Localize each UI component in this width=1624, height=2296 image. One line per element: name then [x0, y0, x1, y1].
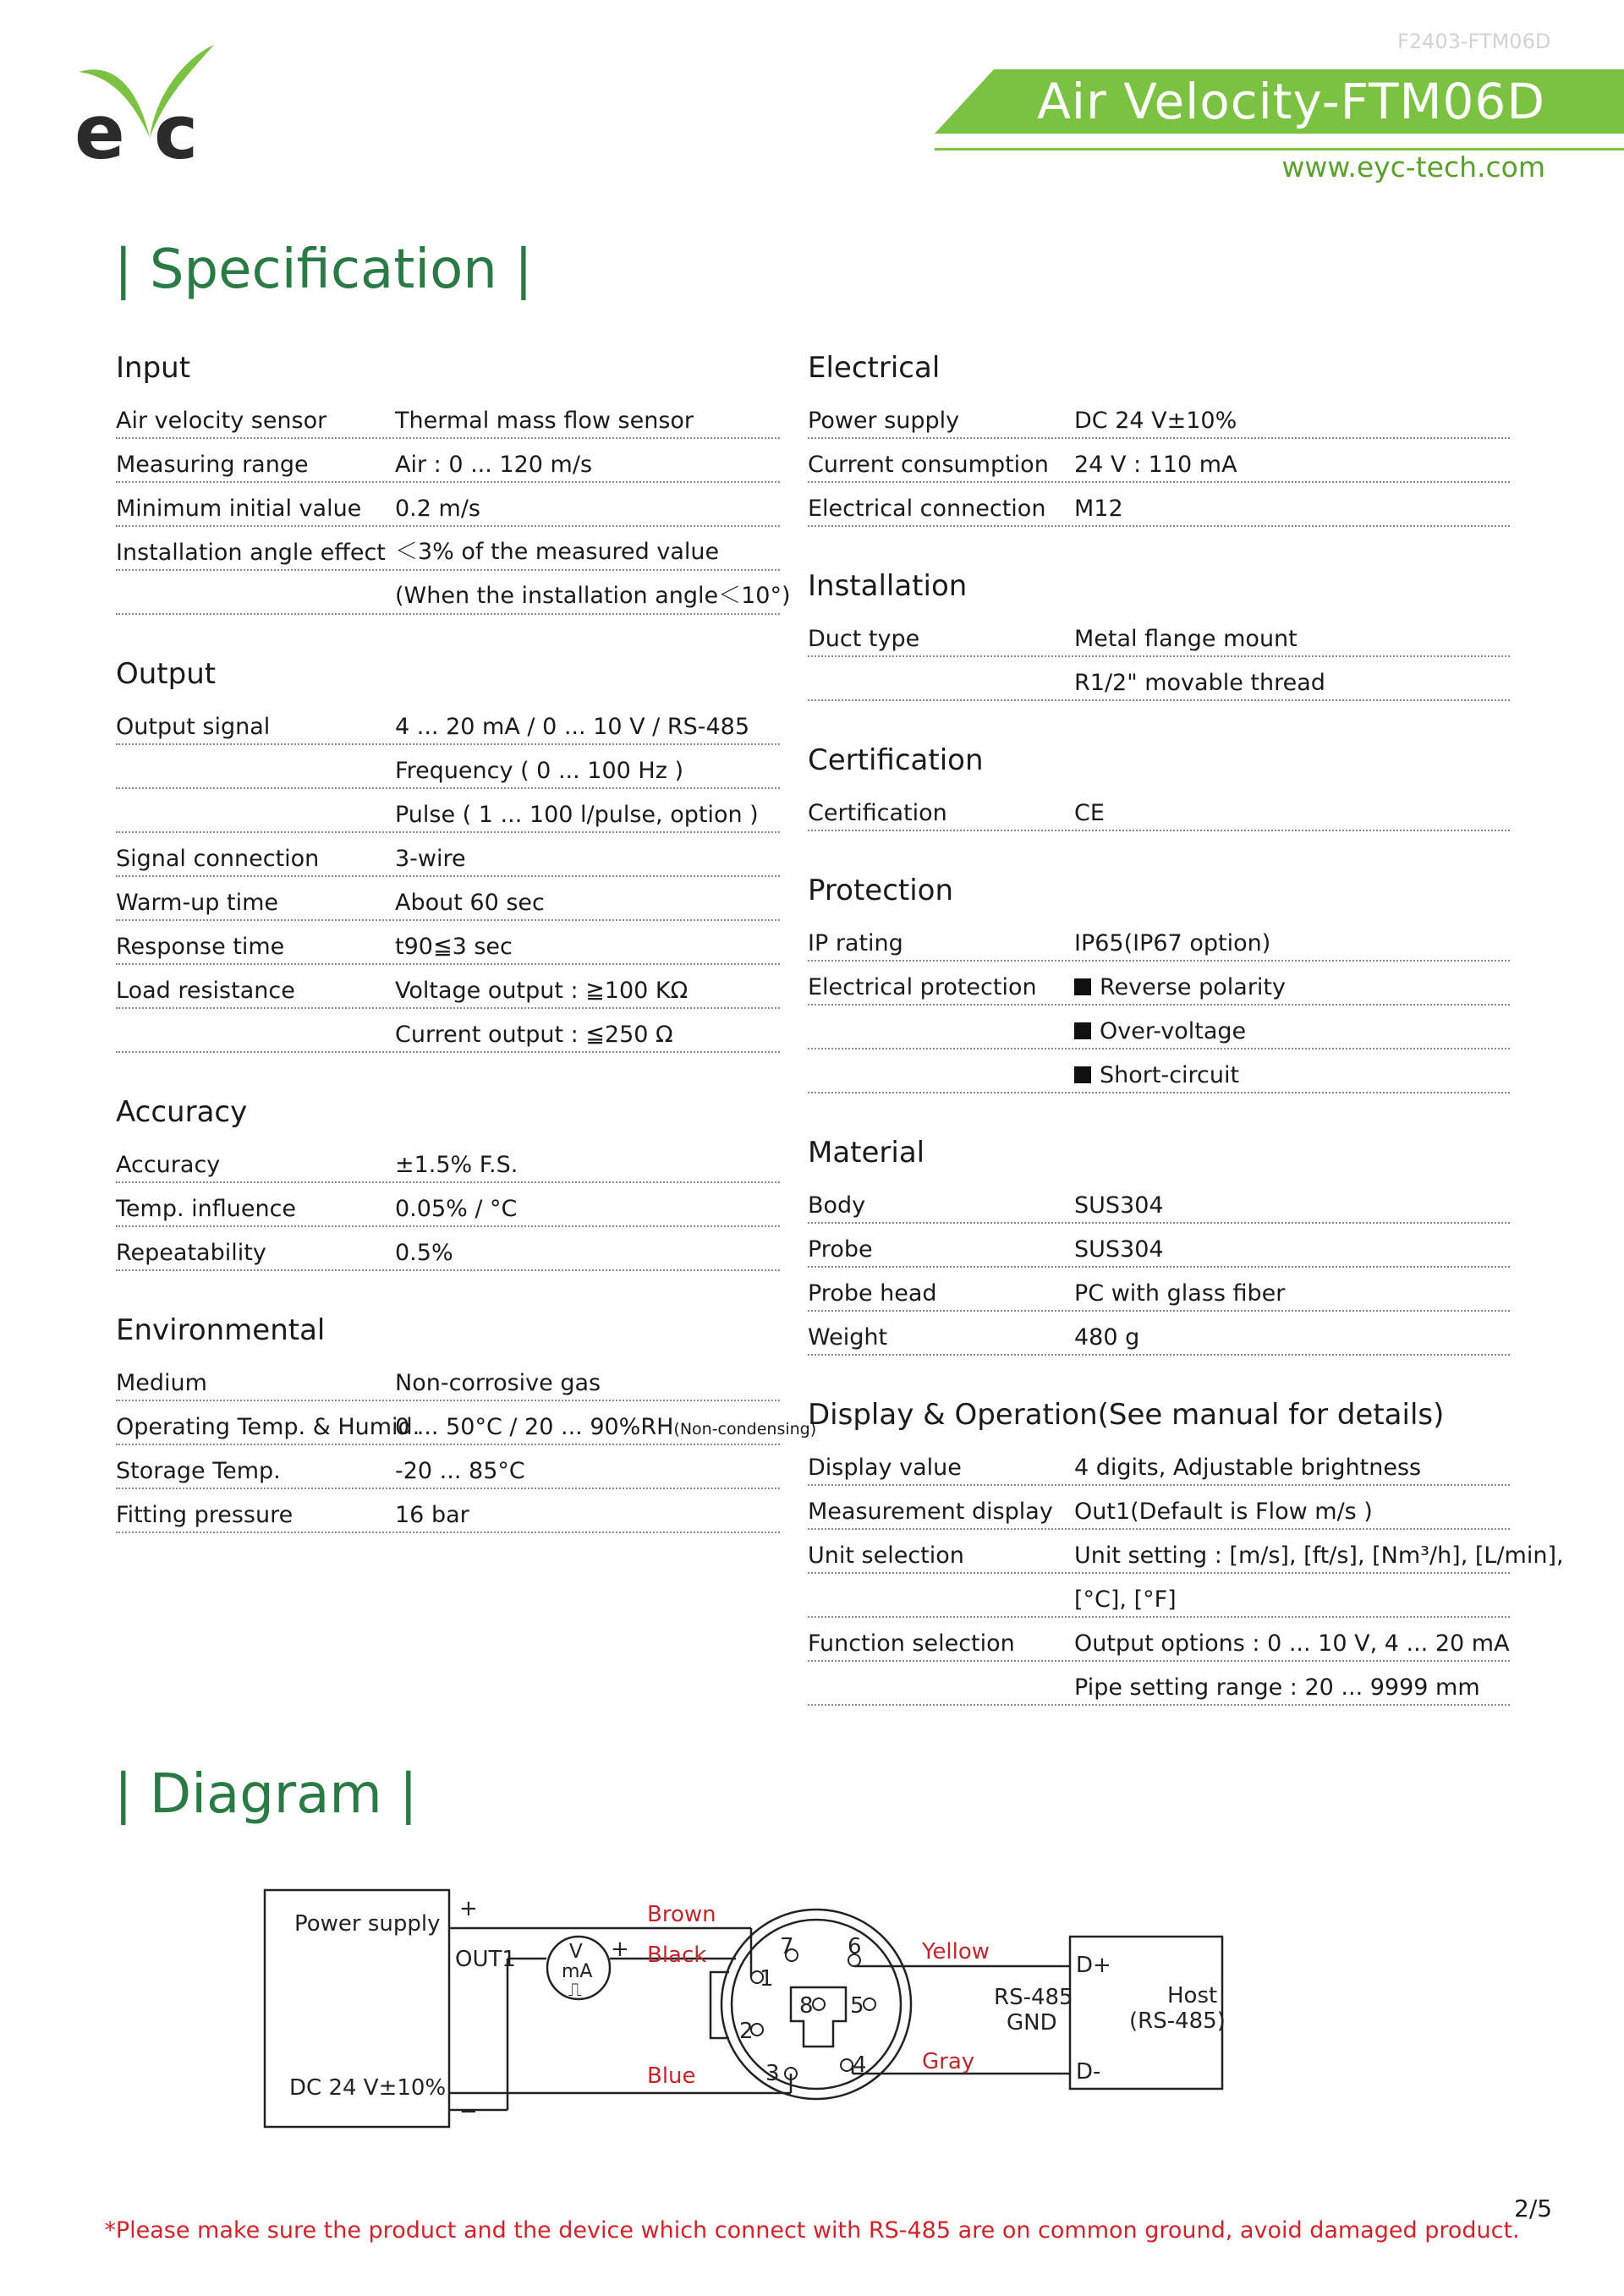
spec-value: [1074, 452, 1237, 478]
spec-value-text: Out1(Default is Flow m/s ): [1074, 1499, 1373, 1525]
spec-value: [395, 714, 749, 740]
spec-row: [808, 481, 1510, 527]
pin-7: 7: [780, 1934, 794, 1959]
spec-row: [808, 960, 1510, 1006]
spec-row: [116, 1181, 780, 1227]
spec-value-text: [°C], [°F]: [1074, 1586, 1177, 1613]
spec-row: [116, 919, 780, 965]
out1-label: OUT1: [455, 1947, 516, 1972]
wiring-diagram: [0, 1877, 1624, 2148]
host-sub-label: (RS-485): [1129, 2008, 1226, 2034]
spec-label: Operating Temp. & Humid.: [116, 1414, 420, 1440]
pin-8: 8: [799, 1993, 814, 2019]
spec-value-text: Metal flange mount: [1074, 626, 1298, 652]
spec-value: [1074, 408, 1237, 434]
spec-row: [116, 1444, 780, 1489]
bullet-square-icon: [1074, 1066, 1091, 1083]
spec-value: [1074, 1062, 1239, 1088]
spec-value: [395, 934, 513, 960]
pin-1: 1: [760, 1966, 774, 1992]
bullet-square-icon: [1074, 1022, 1091, 1039]
spec-label: Power supply: [808, 408, 960, 434]
spec-value: [395, 533, 719, 566]
host-label: Host: [1167, 1983, 1218, 2008]
spec-value: [1074, 1280, 1285, 1307]
spec-row: [116, 1356, 780, 1401]
group-title-material: Material: [808, 1136, 925, 1170]
meter-plus-symbol: +: [611, 1937, 629, 1962]
spec-row: [808, 1004, 1510, 1049]
spec-value: [1074, 1018, 1246, 1044]
spec-label: Certification: [808, 800, 947, 826]
group-title-output: Output: [116, 657, 217, 691]
document-code: F2403-FTM06D: [1397, 30, 1551, 53]
spec-value: [395, 408, 694, 434]
spec-value: [395, 1414, 816, 1440]
spec-row: [808, 1572, 1510, 1618]
spec-value: [395, 802, 759, 828]
eyc-logo: [72, 38, 220, 169]
spec-value-text: 4 ... 20 mA / 0 ... 10 V / RS-485: [395, 714, 750, 740]
spec-row: [116, 393, 780, 439]
wire-gray-label: Gray: [922, 2049, 975, 2074]
spec-row: [116, 875, 780, 921]
spec-label: Minimum initial value: [116, 496, 362, 522]
spec-label: Response time: [116, 934, 285, 960]
spec-value-text: Thermal mass flow sensor: [395, 408, 694, 434]
spec-row: [116, 1137, 780, 1183]
spec-row: [116, 699, 780, 745]
spec-label: Probe head: [808, 1280, 937, 1307]
group-title-input: Input: [116, 351, 191, 385]
spec-value-text: Voltage output : ≧100 KΩ: [395, 978, 689, 1004]
spec-label: Probe: [808, 1236, 873, 1263]
page-number: 2/5: [1514, 2195, 1553, 2222]
bullet-square-icon: [1074, 978, 1091, 995]
spec-label: Measurement display: [808, 1499, 1053, 1525]
meter-ma-label: mA: [562, 1961, 593, 1982]
diagram-heading: | Diagram |: [114, 1763, 418, 1826]
spec-label: Weight: [808, 1324, 888, 1351]
spec-value-text: -20 ... 85°C: [395, 1458, 525, 1484]
spec-value-text: Reverse polarity: [1100, 974, 1286, 1000]
spec-label: Unit selection: [808, 1543, 964, 1569]
spec-row: [808, 1178, 1510, 1224]
spec-value-text: Frequency ( 0 ... 100 Hz ): [395, 758, 683, 784]
spec-value-text: 0.2 m/s: [395, 496, 480, 522]
spec-value: [395, 890, 545, 916]
spec-value: [1074, 1236, 1164, 1263]
spec-value-text: 4 digits, Adjustable brightness: [1074, 1455, 1422, 1481]
spec-label: Medium: [116, 1370, 207, 1396]
spec-label: Accuracy: [116, 1152, 221, 1178]
spec-value: [395, 1240, 453, 1266]
gnd-label: GND: [1007, 2010, 1057, 2036]
spec-value: [1074, 974, 1286, 1000]
spec-row: [116, 481, 780, 527]
spec-value-text: M12: [1074, 496, 1123, 522]
spec-value: [395, 758, 683, 784]
spec-row: [808, 1484, 1510, 1530]
spec-value: [395, 1370, 601, 1396]
spec-label: Storage Temp.: [116, 1458, 281, 1484]
spec-value: [395, 577, 791, 610]
spec-label: Signal connection: [116, 846, 320, 872]
spec-label: Warm-up time: [116, 890, 279, 916]
d-plus-label: D+: [1076, 1953, 1111, 1978]
spec-row: [116, 437, 780, 483]
spec-row: [808, 611, 1510, 657]
spec-row: [116, 1007, 780, 1053]
spec-value: [1074, 1674, 1480, 1701]
pin-5: 5: [850, 1993, 864, 2019]
d-minus-label: D-: [1076, 2059, 1101, 2085]
spec-value-text: SUS304: [1074, 1192, 1164, 1219]
spec-value: [1074, 800, 1105, 826]
spec-row: [808, 1440, 1510, 1486]
meter-pulse-label: ⎍: [568, 1980, 582, 2001]
spec-value: [1074, 1586, 1177, 1613]
spec-row: [808, 1616, 1510, 1662]
spec-row: [116, 963, 780, 1009]
minus-symbol: −: [459, 2099, 478, 2124]
spec-value-text: Current output : ≦250 Ω: [395, 1022, 673, 1048]
spec-value: [395, 978, 688, 1004]
spec-value: [1074, 1543, 1564, 1569]
svg-text:c: c: [154, 89, 199, 169]
spec-row: [116, 787, 780, 833]
spec-value-text: 480 g: [1074, 1324, 1140, 1351]
spec-value-text: 0.5%: [395, 1240, 453, 1266]
spec-value-text: IP65(IP67 option): [1074, 930, 1271, 956]
plus-symbol: +: [459, 1896, 478, 1921]
spec-value-text: Output options : 0 ... 10 V, 4 ... 20 mA: [1074, 1630, 1510, 1657]
spec-value: [1074, 1324, 1139, 1351]
spec-row: [808, 1222, 1510, 1268]
group-title-display-operation-see-manual-for-details: Display & Operation(See manual for details): [808, 1398, 1445, 1432]
spec-value: [1074, 1455, 1421, 1481]
spec-row: [116, 525, 780, 571]
website-link[interactable]: www.eyc-tech.com: [1281, 151, 1545, 184]
wire-blue-label: Blue: [647, 2063, 696, 2089]
spec-value: [395, 1152, 518, 1178]
spec-row: [808, 437, 1510, 483]
wire-black-label: Black: [647, 1943, 707, 1968]
spec-value-text: 16 bar: [395, 1502, 469, 1528]
spec-row: [808, 393, 1510, 439]
spec-value-text: Short-circuit: [1100, 1062, 1240, 1088]
spec-value: [1074, 1192, 1164, 1219]
power-supply-label: Power supply: [294, 1911, 441, 1937]
spec-value: [395, 1022, 673, 1048]
spec-label: Function selection: [808, 1630, 1015, 1657]
spec-value-text: 24 V : 110 mA: [1074, 452, 1237, 478]
spec-value-text: 3-wire: [395, 846, 466, 872]
spec-value: [395, 1196, 517, 1222]
spec-row: [116, 1488, 780, 1533]
specification-heading: | Specification |: [114, 238, 533, 301]
spec-row: [808, 1660, 1510, 1706]
spec-value-text: About 60 sec: [395, 890, 545, 916]
pin-3: 3: [765, 2061, 780, 2086]
spec-row: [116, 1225, 780, 1271]
spec-value-text: 0.05% / °C: [395, 1196, 518, 1222]
group-title-certification: Certification: [808, 743, 984, 777]
spec-row: [116, 569, 791, 615]
pin-6: 6: [848, 1934, 862, 1959]
spec-value-text: ±1.5% F.S.: [395, 1152, 518, 1178]
svg-text:e: e: [74, 89, 125, 169]
spec-row: [808, 1048, 1510, 1093]
spec-value: [1074, 670, 1325, 696]
spec-value-text: Unit setting : [m/s], [ft/s], [Nm³/h], [L/min],: [1074, 1543, 1564, 1569]
pin-4: 4: [853, 2052, 867, 2078]
rs485-label: RS-485: [994, 1985, 1073, 2010]
spec-value-text: CE: [1074, 800, 1105, 826]
spec-label: Measuring range: [116, 452, 309, 478]
spec-label: Load resistance: [116, 978, 295, 1004]
group-title-environmental: Environmental: [116, 1313, 326, 1347]
spec-row: [808, 786, 1510, 831]
spec-value: [395, 496, 480, 522]
spec-label: Duct type: [808, 626, 920, 652]
spec-value-text: R1/2" movable thread: [1074, 670, 1325, 696]
spec-row: [116, 1400, 817, 1445]
spec-row: [808, 1266, 1510, 1312]
spec-row: [116, 743, 780, 789]
spec-value-text: Pulse ( 1 ... 100 l/pulse, option ): [395, 802, 759, 828]
spec-value-text: Non-corrosive gas: [395, 1370, 601, 1396]
spec-row: [808, 916, 1510, 962]
meter-volt-label: V: [569, 1941, 583, 1963]
group-title-electrical: Electrical: [808, 351, 941, 385]
spec-label: Repeatability: [116, 1240, 266, 1266]
spec-value-text: ＜3% of the measured value: [395, 539, 720, 565]
spec-value: [395, 1502, 469, 1528]
spec-label: Display value: [808, 1455, 962, 1481]
spec-value: [1074, 930, 1270, 956]
spec-row: [808, 1310, 1510, 1356]
spec-label: Fitting pressure: [116, 1502, 294, 1528]
spec-value-text: 0 ... 50°C / 20 ... 90%RH: [395, 1414, 674, 1440]
wire-yellow-label: Yellow: [922, 1939, 990, 1964]
spec-label: Electrical protection: [808, 974, 1037, 1000]
spec-row: [116, 831, 780, 877]
spec-value: [1074, 1630, 1510, 1657]
spec-label: Output signal: [116, 714, 271, 740]
group-title-installation: Installation: [808, 569, 968, 603]
spec-label: Air velocity sensor: [116, 408, 327, 434]
group-title-accuracy: Accuracy: [116, 1095, 248, 1129]
group-title-protection: Protection: [808, 874, 954, 907]
spec-row: [808, 1528, 1564, 1574]
spec-value: [395, 846, 466, 872]
ground-warning-footnote: *Please make sure the product and the device which connect with RS-485 are on common ground, avoid damaged product.: [104, 2217, 1520, 2244]
spec-value: [395, 452, 592, 478]
spec-value: [395, 1458, 525, 1484]
spec-value-text: t90≦3 sec: [395, 934, 513, 960]
spec-value-text: Pipe setting range : 20 ... 9999 mm: [1074, 1674, 1480, 1701]
power-supply-spec: DC 24 V±10%: [289, 2075, 447, 2101]
spec-label: Installation angle effect: [116, 540, 386, 566]
spec-label: Current consumption: [808, 452, 1049, 478]
spec-label: IP rating: [808, 930, 903, 956]
pin-2: 2: [739, 2019, 754, 2044]
spec-value-text: SUS304: [1074, 1236, 1164, 1263]
spec-value: [1074, 1499, 1373, 1525]
spec-label: Electrical connection: [808, 496, 1046, 522]
spec-value-text: (When the installation angle＜10°): [395, 583, 791, 609]
spec-value-text: Air : 0 ... 120 m/s: [395, 452, 593, 478]
wire-brown-label: Brown: [647, 1902, 716, 1927]
spec-value: [1074, 496, 1123, 522]
spec-value-text: PC with glass fiber: [1074, 1280, 1286, 1307]
product-title: Air Velocity-FTM06D: [1037, 73, 1545, 130]
spec-row: [808, 655, 1510, 701]
spec-value: [1074, 626, 1298, 652]
spec-value-text: Over-voltage: [1100, 1018, 1247, 1044]
spec-label: Body: [808, 1192, 866, 1219]
spec-label: Temp. influence: [116, 1196, 297, 1222]
spec-value-text: DC 24 V±10%: [1074, 408, 1237, 434]
spec-value-note: (Non-condensing): [673, 1420, 817, 1438]
